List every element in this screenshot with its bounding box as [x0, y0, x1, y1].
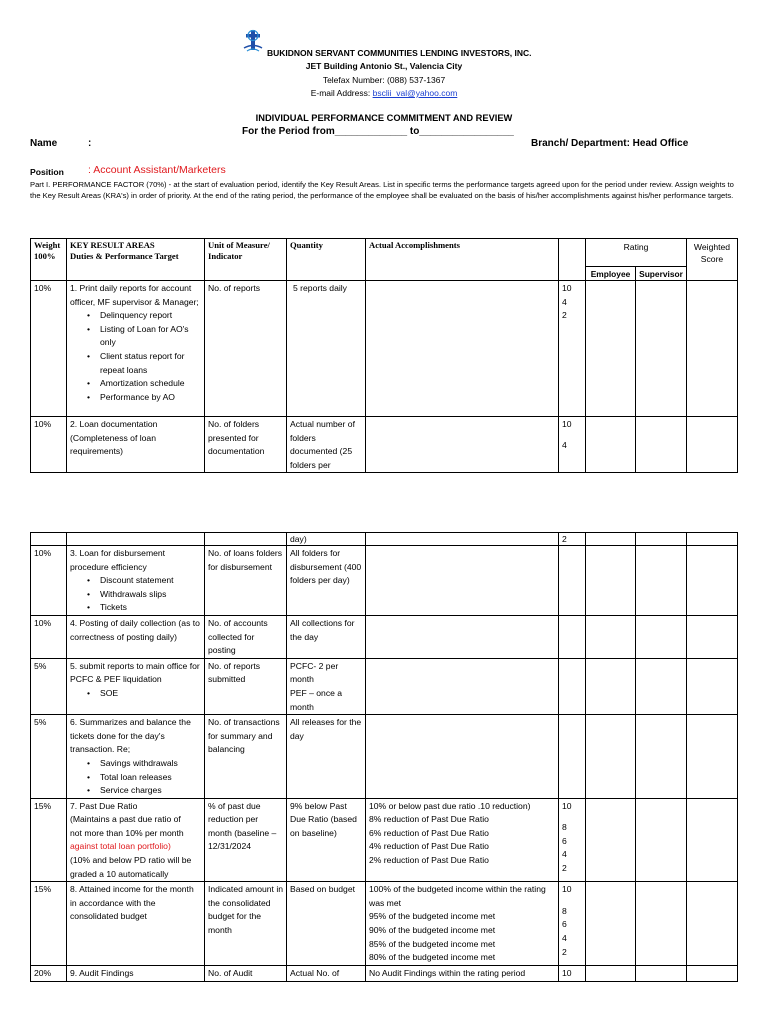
unit-cell: No. of Audit [205, 965, 287, 981]
unit-cell: Indicated amount in the consolidated budget for the month [205, 882, 287, 966]
score-value: 2 [562, 310, 567, 321]
employee-rating-cell[interactable] [586, 281, 636, 417]
kra-cell: 4. Posting of daily collection (as to correctness of posting daily) [67, 615, 205, 658]
kra-bullets [76, 757, 201, 798]
kra-line: 7. Past Due Ratio [70, 800, 138, 811]
quantity-cell: All folders for disbursement (400 folders per day) [287, 546, 366, 616]
actual-line: 85% of the budgeted income met [369, 938, 496, 949]
list-item: • Total loan releases [76, 771, 201, 785]
list-item: • Performance by AO [76, 391, 201, 405]
table-row [31, 615, 738, 658]
telefax-number: Telefax Number: (088) 537-1367 [322, 75, 446, 85]
weighted-score-cell[interactable] [687, 417, 738, 473]
supervisor-rating-cell[interactable] [636, 546, 687, 616]
supervisor-rating-cell[interactable] [636, 281, 687, 417]
table-row [31, 417, 738, 473]
score-value: 8 [562, 822, 567, 833]
kra-cell: 9. Audit Findings [67, 965, 205, 981]
list-item: • Tickets [76, 601, 201, 615]
weighted-score-cell[interactable] [687, 715, 738, 799]
list-item: • Amortization schedule [76, 377, 201, 391]
supervisor-rating-cell[interactable] [636, 798, 687, 882]
weight-cell: 10% [31, 417, 67, 473]
actual-cell [366, 798, 559, 882]
quantity-cell: All releases for the day [287, 715, 366, 799]
email-label: E-mail Address: [310, 88, 373, 98]
list-item: • SOE [76, 687, 201, 701]
actual-header: Actual Accomplishments [366, 239, 559, 281]
score-cell: 10 [559, 965, 586, 981]
employee-rating-cell[interactable] [586, 417, 636, 473]
kra-line: graded a 10 automatically [70, 868, 169, 879]
weight-cell: 10% [31, 281, 67, 417]
actual-cell [366, 533, 559, 546]
supervisor-rating-cell[interactable] [636, 615, 687, 658]
list-item: • Client status report for repeat loans [76, 350, 201, 377]
weight-cell: 5% [31, 715, 67, 799]
kra-bullets [76, 309, 201, 404]
company-address: JET Building Antonio St., Valencia City [305, 61, 463, 71]
quantity-line: PEF – once a month [290, 687, 343, 712]
actual-line: 90% of the budgeted income met [369, 925, 496, 936]
weight-header: Weight 100% [31, 239, 67, 281]
quantity-cell: Actual number of folders documented (25 folders per [287, 417, 366, 473]
kra-line: (10% and below PD ratio will be [70, 855, 192, 866]
supervisor-rating-cell[interactable] [636, 715, 687, 799]
score-value: 6 [562, 835, 567, 846]
email-line [0, 88, 768, 98]
employee-rating-cell[interactable] [586, 965, 636, 981]
kra-cell: 8. Attained income for the month in accordance with the consolidated budget [67, 882, 205, 966]
kra-cell [67, 546, 205, 616]
table-row [31, 281, 738, 417]
actual-cell: No Audit Findings within the rating period [366, 965, 559, 981]
actual-cell [366, 546, 559, 616]
kra-cell [67, 281, 205, 417]
score-value: 10 [562, 419, 572, 429]
weighted-score-cell[interactable] [687, 658, 738, 714]
supervisor-rating-cell[interactable] [636, 533, 687, 546]
kra-bullets [76, 687, 201, 701]
weighted-score-cell[interactable] [687, 882, 738, 966]
score-cell [559, 417, 586, 473]
actual-line: 100% of the budgeted income within the rating was met [369, 884, 546, 908]
unit-header: Unit of Measure/ Indicator [205, 239, 287, 281]
unit-cell: % of past due reduction per month (baseline – 12/31/2024 [205, 798, 287, 882]
employee-rating-cell[interactable] [586, 715, 636, 799]
supervisor-rating-cell[interactable] [636, 882, 687, 966]
kra-cell [67, 658, 205, 714]
weighted-score-header: Weighted Score [687, 239, 738, 281]
table-row [31, 658, 738, 714]
table-row [31, 715, 738, 799]
table-row [31, 533, 738, 546]
part1-instructions: Part I. PERFORMANCE FACTOR (70%) - at the start of evaluation period, identify the Key Result Areas. List in specific terms the performance targets agreed upon for the period under review. Assign weights to the Key Result Areas (KRA's) in order of priority. At the end of the rating period, the performance of the employee shall be evaluated on the basis of his/her accomplishments against his/her performance targets. [30, 180, 734, 200]
weight-cell: 20% [31, 965, 67, 981]
score-value: 2 [562, 946, 567, 957]
score-cell [559, 546, 586, 616]
rating-header: Rating [586, 239, 687, 267]
weight-cell: 10% [31, 546, 67, 616]
unit-cell: No. of reports submitted [205, 658, 287, 714]
quantity-header: Quantity [287, 239, 366, 281]
quantity-cell: Actual No. of [287, 965, 366, 981]
kra-line: (Maintains a past due ratio of [70, 814, 181, 825]
kra-bullets [76, 574, 201, 615]
score-cell [559, 715, 586, 799]
actual-line: 8% reduction of Past Due Ratio [369, 814, 489, 825]
score-value: 6 [562, 919, 567, 930]
weight-cell: 15% [31, 798, 67, 882]
actual-cell [366, 658, 559, 714]
unit-cell: No. of transactions for summary and balancing [205, 715, 287, 799]
actual-line: 95% of the budgeted income met [369, 911, 496, 922]
position-value: : Account Assistant/Marketers [88, 164, 226, 176]
company-logo [240, 28, 266, 54]
employee-rating-cell[interactable] [586, 798, 636, 882]
supervisor-header: Supervisor [636, 267, 687, 281]
kra-text: 6. Summarizes and balance the tickets done for the day's transaction. Re; [70, 717, 191, 755]
kra-text: 1. Print daily reports for account officer, MF supervisor & Manager; [70, 283, 199, 307]
performance-table-1 [30, 238, 738, 473]
unit-cell: No. of loans folders for disbursement [205, 546, 287, 616]
actual-cell [366, 281, 559, 417]
actual-line: 2% reduction of Past Due Ratio [369, 855, 489, 866]
unit-cell: No. of folders presented for documentation [205, 417, 287, 473]
employee-header: Employee [586, 267, 636, 281]
score-cell [559, 882, 586, 966]
quantity-cell: 5 reports daily [287, 281, 366, 417]
supervisor-rating-cell[interactable] [636, 417, 687, 473]
actual-line: 6% reduction of Past Due Ratio [369, 827, 489, 838]
weighted-score-cell[interactable] [687, 533, 738, 546]
period-line: For the Period from_____________ to_________________ [242, 126, 514, 137]
quantity-cell: All collections for the day [287, 615, 366, 658]
form-title: INDIVIDUAL PERFORMANCE COMMITMENT AND REVIEW [255, 113, 513, 123]
weight-cell: 10% [31, 615, 67, 658]
list-item: • Withdrawals slips [76, 588, 201, 602]
weight-cell [31, 533, 67, 546]
quantity-cell [287, 658, 366, 714]
score-value: 10 [562, 283, 572, 293]
email-link[interactable]: bsclii_val@yahoo.com [372, 88, 458, 98]
actual-cell [366, 715, 559, 799]
position-label: Position [30, 167, 64, 177]
performance-table-2 [30, 532, 738, 982]
list-item: • Service charges [76, 784, 201, 798]
weight-cell: 5% [31, 658, 67, 714]
kra-cell [67, 715, 205, 799]
table-row [31, 965, 738, 981]
kra-cell [67, 798, 205, 882]
employee-rating-cell[interactable] [586, 882, 636, 966]
score-cell: 2 [559, 533, 586, 546]
weighted-score-cell[interactable] [687, 965, 738, 981]
list-item: • Delinquency report [76, 309, 201, 323]
employee-rating-cell[interactable] [586, 533, 636, 546]
weighted-score-cell[interactable] [687, 798, 738, 882]
list-item: • Discount statement [76, 574, 201, 588]
company-name: BUKIDNON SERVANT COMMUNITIES LENDING INVESTORS, INC. [267, 48, 532, 58]
score-value: 2 [562, 863, 567, 874]
table-row [31, 546, 738, 616]
score-header [559, 239, 586, 281]
score-value: 4 [562, 849, 567, 860]
weighted-score-cell[interactable] [687, 546, 738, 616]
kra-cell: 2. Loan documentation (Completeness of loan requirements) [67, 417, 205, 473]
score-cell [559, 615, 586, 658]
score-cell [559, 281, 586, 417]
unit-cell: No. of reports [205, 281, 287, 417]
quantity-cell: 9% below Past Due Ratio (based on baseline) [287, 798, 366, 882]
actual-line: 10% or below past due ratio .10 reduction) [369, 800, 531, 811]
score-value: 8 [562, 905, 567, 916]
weighted-score-cell[interactable] [687, 281, 738, 417]
kra-line: not more than 10% per month [70, 827, 184, 838]
score-value: 4 [562, 439, 567, 450]
score-cell [559, 798, 586, 882]
actual-line: 4% reduction of Past Due Ratio [369, 841, 489, 852]
quantity-cell: Based on budget [287, 882, 366, 966]
kra-header [67, 239, 205, 281]
score-value: 4 [562, 933, 567, 944]
kra-header-line1: KEY RESULT AREAS [70, 240, 155, 250]
actual-cell [366, 615, 559, 658]
score-value: 4 [562, 296, 567, 307]
unit-cell [205, 533, 287, 546]
supervisor-rating-cell[interactable] [636, 658, 687, 714]
name-colon: : [88, 138, 92, 149]
kra-header-line2: Duties & Performance Target [70, 251, 179, 261]
name-label: Name [30, 138, 58, 149]
employee-rating-cell[interactable] [586, 546, 636, 616]
actual-line: 80% of the budgeted income met [369, 952, 496, 963]
quantity-cell: day) [287, 533, 366, 546]
kra-cell [67, 533, 205, 546]
table-row [31, 798, 738, 882]
kra-text: 3. Loan for disbursement procedure efficiency [70, 548, 166, 572]
weight-cell: 15% [31, 882, 67, 966]
employee-rating-cell[interactable] [586, 658, 636, 714]
table-row [31, 882, 738, 966]
score-cell [559, 658, 586, 714]
score-value: 10 [562, 884, 572, 895]
branch-department: Branch/ Department: Head Office [531, 138, 689, 149]
list-item: • Listing of Loan for AO's only [76, 323, 201, 350]
kra-text: 5. submit reports to main office for PCFC & PEF liquidation [70, 660, 200, 685]
weighted-score-cell[interactable] [687, 615, 738, 658]
unit-cell: No. of accounts collected for posting [205, 615, 287, 658]
supervisor-rating-cell[interactable] [636, 965, 687, 981]
list-item: • Savings withdrawals [76, 757, 201, 771]
quantity-line: PCFC- 2 per month [290, 660, 339, 685]
employee-rating-cell[interactable] [586, 615, 636, 658]
actual-cell [366, 417, 559, 473]
score-value: 10 [562, 800, 572, 811]
actual-cell [366, 882, 559, 966]
kra-line-red: against total loan portfolio) [70, 841, 171, 852]
